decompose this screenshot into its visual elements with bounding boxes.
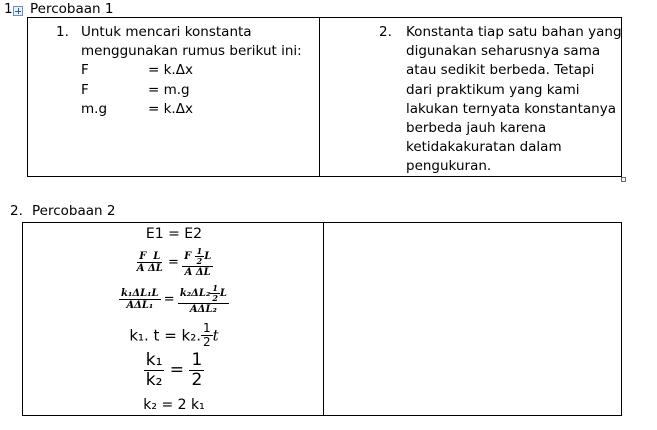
- formula-right: = k.Δx: [148, 62, 193, 78]
- equals-sign: =: [167, 254, 179, 270]
- equation-left: k₁. t: [129, 326, 160, 345]
- table-2-cell-right[interactable]: [323, 222, 622, 416]
- cell-left-text-line: Untuk mencari konstanta: [81, 24, 252, 40]
- cell-right-text-line: pengukuran.: [406, 158, 492, 174]
- section-2-number: 2.: [10, 203, 23, 219]
- cell-right-text-line: atau sedikit berbeda. Tetapi: [406, 62, 595, 78]
- fraction-left: $\frac{\text{k₁ΔL₁L}}{\text{AΔL₁}}$: [121, 287, 159, 311]
- equation-fractions-2: [26, 284, 322, 315]
- section-1-number: 1: [4, 1, 13, 17]
- cell-right-text-line: berbeda jauh karena: [406, 120, 547, 136]
- formula-left: m.g: [81, 101, 108, 117]
- equation-e1-e2: E1 = E2: [145, 226, 203, 242]
- formula-left: F: [81, 82, 89, 98]
- table-resize-handle[interactable]: [621, 177, 626, 182]
- fraction-right: k₂ΔL₂ $\frac{1}{2}$ L AΔL₂: [179, 283, 227, 315]
- equation-block: [26, 224, 322, 414]
- equals-sign: =: [163, 291, 175, 307]
- equals-sign: =: [169, 360, 185, 381]
- equation-k1-k2-t: [26, 322, 322, 349]
- formula-right: = m.g: [148, 82, 190, 98]
- section-2-heading: Percobaan 2: [32, 203, 116, 219]
- fraction-k1-k2: $\frac{\text{k₁}}{\text{k₂}}$: [145, 350, 163, 390]
- equation-fractions-1: [26, 247, 322, 278]
- fraction-right: F $\frac{1}{2}$ L A ΔL: [184, 246, 212, 278]
- cell-right-text-line: lakukan ternyata konstantanya: [406, 101, 616, 117]
- cell-right-item-number: 2.: [379, 24, 392, 40]
- fraction-left: $\frac{\text{F L}}{\text{A ΔL}}$: [136, 250, 163, 274]
- formula-right: = k.Δx: [148, 101, 193, 117]
- cell-right-text-line: dari praktikum yang kami: [406, 82, 580, 98]
- cell-right-text-line: digunakan seharusnya sama: [406, 43, 601, 59]
- cell-left-item-number: 1.: [56, 24, 69, 40]
- equation-middle: = k₂.: [159, 326, 202, 345]
- variable-t: t: [212, 326, 219, 345]
- section-1-heading: Percobaan 1: [30, 1, 114, 17]
- formula-left: F: [81, 62, 89, 78]
- table-move-handle-icon[interactable]: [13, 6, 23, 16]
- equation-result: k₂ = 2 k₁: [143, 397, 205, 413]
- cell-right-text-line: ketidakakuratan dalam: [406, 139, 562, 155]
- fraction-half: $\frac{1}{2}$: [203, 321, 211, 350]
- cell-right-text-line: Konstanta tiap satu bahan yang: [406, 24, 622, 40]
- fraction-one-half: $\frac{1}{2}$: [191, 350, 203, 390]
- cell-left-text-line: menggunakan rumus berikut ini:: [81, 43, 302, 59]
- equation-ratio: [26, 351, 322, 389]
